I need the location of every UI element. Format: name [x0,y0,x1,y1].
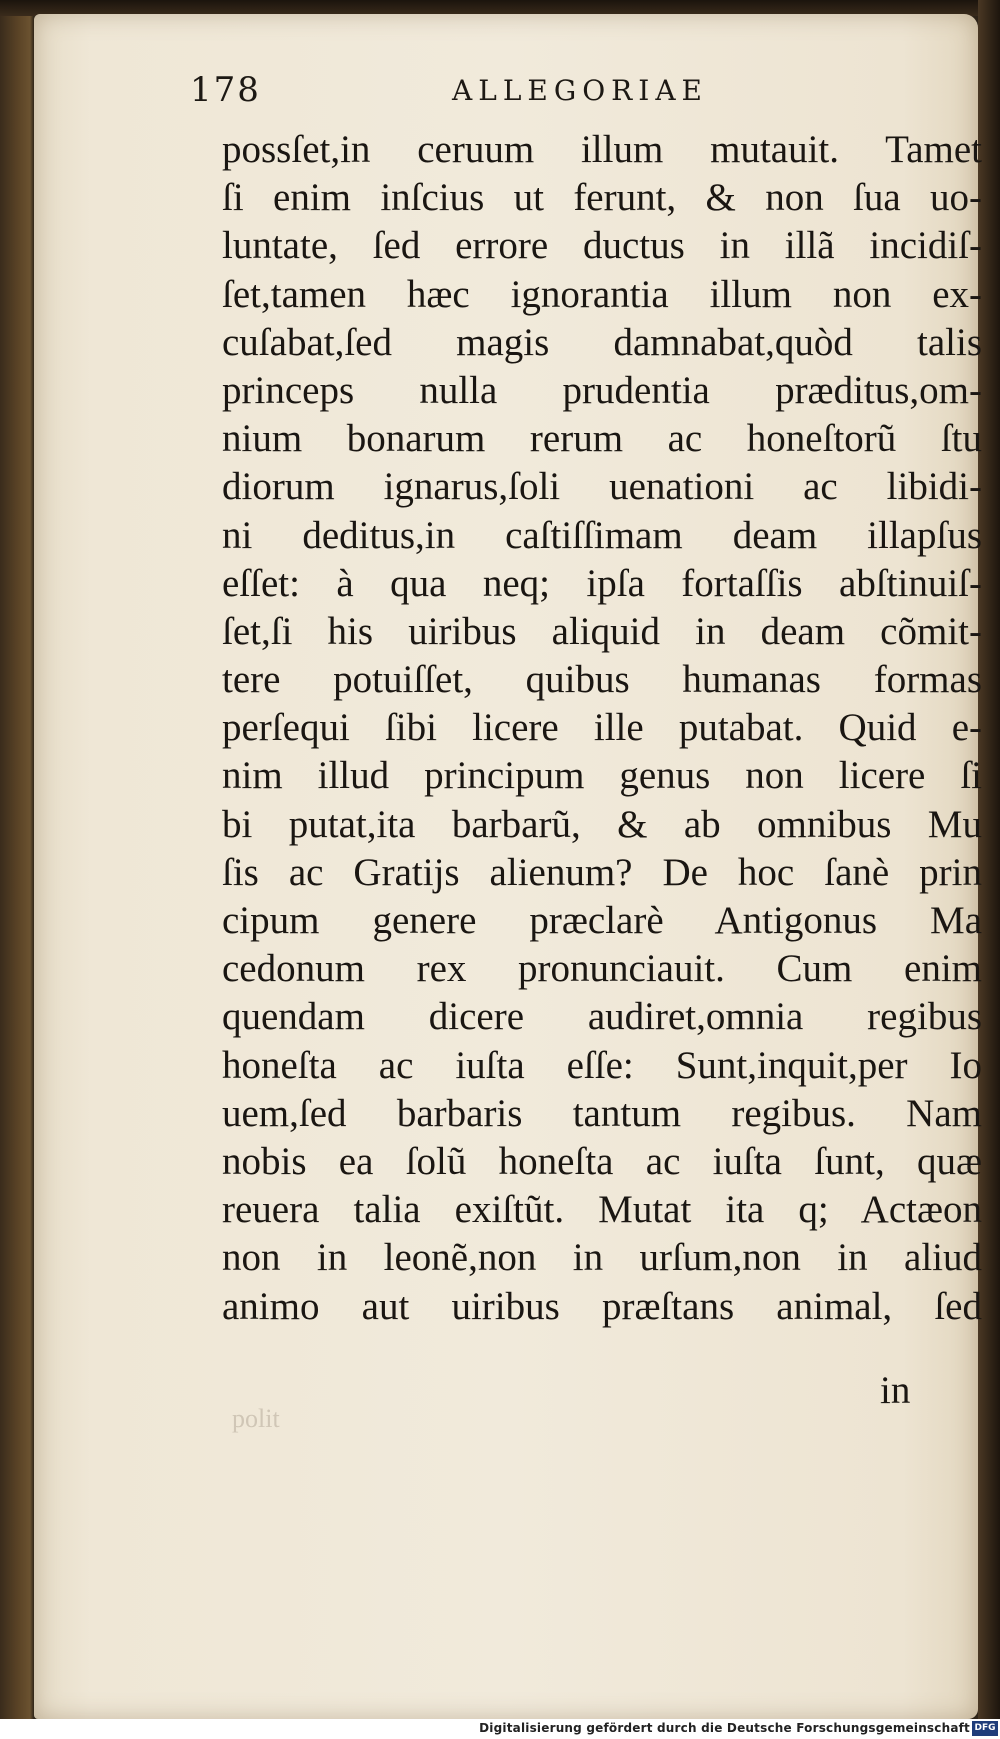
text-line: princeps nulla prudentia præditus,om- [222,368,982,412]
text-line: tere potuiſſet, quibus humanas formas [222,658,982,702]
text-line: nium bonarum rerum ac honeſtorũ ſtu [222,417,982,461]
funding-credit: Digitalisierung gefördert durch die Deutsche Forschungsgemeinschaft [479,1721,970,1735]
text-line: ſi enim inſcius ut ferunt, & non ſua uo- [222,176,982,220]
text-line: cedonum rex pronunciauit. Cum enim [222,947,982,991]
text-line: animo aut uiribus præſtans animal, ſed [222,1284,982,1328]
bleed-through-text: polit [232,1404,280,1433]
text-line: ſet,ſi his uiribus aliquid in deam cõmit- [222,609,982,653]
text-line: quendam dicere audiret,omnia regibus [222,995,982,1039]
text-line: diorum ignarus,ſoli uenationi ac libidi- [222,465,982,509]
text-line: luntate, ſed errore ductus in illã incidiſ- [222,224,982,268]
running-head [190,70,790,130]
page-number: 178 [190,70,261,110]
body-text [222,126,982,1331]
digitization-footer [0,1719,1000,1739]
running-title: ALLEGORIAE [452,74,708,107]
text-line: non in leonẽ,non in urſum,non in aliud [222,1236,982,1280]
text-line: cuſabat,ſed magis damnabat,quòd talis [222,320,982,364]
text-line: nim illud principum genus non licere ſi [222,754,982,798]
text-line: honeſta ac iuſta eſſe: Sunt,inquit,per Io [222,1043,982,1087]
text-line: ni deditus,in caſtiſſimam deam illapſus [222,513,982,557]
text-line: nobis ea ſolũ honeſta ac iuſta ſunt, quæ [222,1139,982,1183]
dfg-logo-icon: DFG [972,1721,998,1736]
catchword: in [880,1369,911,1412]
text-line: cipum genere præclarè Antigonus Ma [222,899,982,942]
text-line: perſequi ſibi licere ille putabat. Quid e- [222,706,982,750]
text-line: bi putat,ita barbarũ, & ab omnibus Mu [222,802,982,846]
text-line: reuera talia exiſtũt. Mutat ita q; Actæon [222,1188,982,1232]
text-line: ſet,tamen hæc ignorantia illum non ex- [222,272,982,316]
text-line: uem,ſed barbaris tantum regibus. Nam [222,1091,982,1135]
text-line: possſet,in ceruum illum mutauit. Tamet [222,128,982,171]
text-line: eſſet: à qua neq; ipſa fortaſſis abſtinuiſ- [222,561,982,605]
text-line: ſis ac Gratijs alienum? De hoc ſanè prin [222,850,982,894]
